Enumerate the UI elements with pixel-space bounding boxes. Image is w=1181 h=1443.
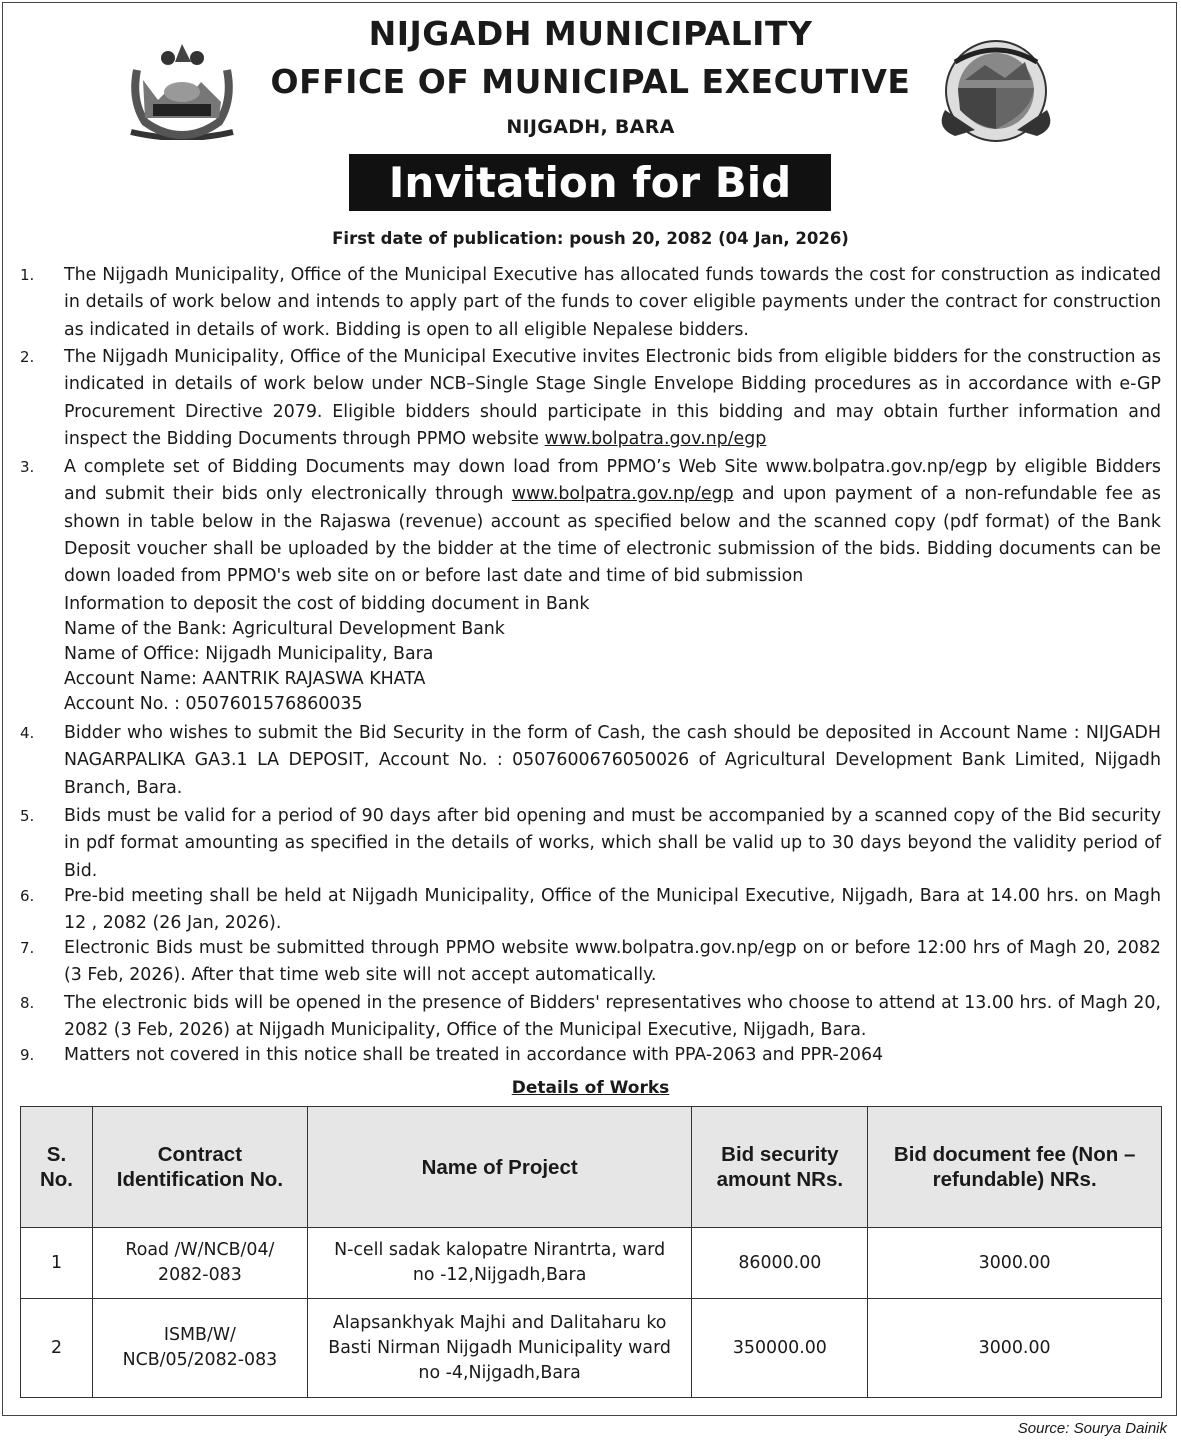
cell-contract: ISMB/W/ NCB/05/2082-083 bbox=[92, 1299, 307, 1398]
header-project: Name of Project bbox=[307, 1107, 692, 1228]
paragraph-text: Pre-bid meeting shall be held at Nijgadh Municipality, Office of the Municipal Executive, Nijgadh, Bara at 14.00 hrs. on Magh 12 , 2082 (26 Jan, 2026). bbox=[64, 886, 1161, 934]
cell-project: Alapsankhyak Majhi and Dalitaharu ko Basti Nirman Nijgadh Municipality ward no -4,Nijgadh,Bara bbox=[307, 1299, 692, 1398]
header-contract: Contract Identification No. bbox=[92, 1107, 307, 1228]
paragraph-text: Electronic Bids must be submitted through PPMO website www.bolpatra.gov.np/egp on or before 12:00 hrs of Magh 20, 2082 (3 Feb, 2026). After that time web site will not accept automatically. bbox=[64, 938, 1161, 986]
paragraph-number: 7. bbox=[20, 939, 35, 957]
details-of-works-title: Details of Works bbox=[511, 1078, 670, 1098]
paragraph-number: 4. bbox=[20, 724, 35, 742]
paragraph-number: 2. bbox=[20, 348, 35, 366]
location-title: NIJGADH, BARA bbox=[506, 116, 675, 138]
cell-security: 350000.00 bbox=[692, 1299, 868, 1398]
table-header-row bbox=[21, 1107, 1162, 1228]
cell-contract: Road /W/NCB/04/ 2082-083 bbox=[92, 1228, 307, 1299]
paragraph-text: Matters not covered in this notice shall be treated in accordance with PPA-2063 and PPR-2064 bbox=[64, 1045, 884, 1065]
cell-sn: 2 bbox=[21, 1299, 93, 1398]
table-row bbox=[21, 1299, 1162, 1398]
bank-info-line: Information to deposit the cost of bidding document in Bank bbox=[64, 594, 590, 614]
cell-project: N-cell sadak kalopatre Nirantrta, ward no -12,Nijgadh,Bara bbox=[307, 1228, 692, 1299]
cell-fee: 3000.00 bbox=[868, 1299, 1162, 1398]
paragraph-text: The Nijgadh Municipality, Office of the Municipal Executive has allocated funds towards the cost for construction as indicated in details of work below and intends to apply part of the funds to cover eligible payments under the contract for construction as indicated in details of work. Bidding is open to all eligible Nepalese bidders. bbox=[64, 265, 1161, 340]
paragraph-text-body: A complete set of Bidding Documents may down load from PPMO’s Web Site www.bolpatra.gov.np/egp by eligible Bidders and submit their bids only electronically through bbox=[64, 457, 1161, 505]
paragraph-text: The electronic bids will be opened in the presence of Bidders' representatives who choose to attend at 13.00 hrs. of Magh 20, 2082 (3 Feb, 2026) at Nijgadh Municipality, Office of the Municipal Executive, Nijgadh, Bara. bbox=[64, 993, 1161, 1041]
ppmo-link[interactable]: www.bolpatra.gov.np/egp bbox=[511, 484, 734, 505]
paragraph-text: Bids must be valid for a period of 90 days after bid opening and must be accompanied by a scanned copy of the Bid security in pdf format amounting as specified in the details of works, which shall be valid up to 30 days beyond the validity period of Bid. bbox=[64, 806, 1161, 881]
paragraph-number: 3. bbox=[20, 458, 35, 476]
account-number-line: Account No. : 0507601576860035 bbox=[64, 694, 363, 714]
paragraph-text-body: and upon payment of a non-refundable fee as shown in table below in the Rajaswa (revenue) account as specified below and the scanned copy (pdf format) of the Bank Deposit voucher shall be uploaded by the bidder at the time of electronic submission of the bids. Bidding documents can be down loaded from PPMO's web site on or before last date and time of bid submission bbox=[64, 484, 1161, 587]
ppmo-link[interactable]: www.bolpatra.gov.np/egp bbox=[544, 428, 767, 449]
bank-name-line: Name of the Bank: Agricultural Development Bank bbox=[64, 619, 505, 639]
header-fee: Bid document fee (Non – refundable) NRs. bbox=[868, 1107, 1162, 1228]
paragraph-number: 9. bbox=[20, 1046, 35, 1064]
header-security: Bid security amount NRs. bbox=[692, 1107, 868, 1228]
paragraph-text: Bidder who wishes to submit the Bid Security in the form of Cash, the cash should be deposited in Account Name : NIJGADH NAGARPALIKA GA3.1 LA DEPOSIT, Account No. : 0507600676050026 of Agricultural Development Bank Limited, Nijgadh Branch, Bara. bbox=[64, 723, 1161, 798]
cell-sn: 1 bbox=[21, 1228, 93, 1299]
municipality-title: NIJGADH MUNICIPALITY bbox=[368, 14, 813, 53]
invitation-banner: Invitation for Bid bbox=[349, 154, 831, 211]
office-title: OFFICE OF MUNICIPAL EXECUTIVE bbox=[270, 62, 911, 101]
cell-security: 86000.00 bbox=[692, 1228, 868, 1299]
source-credit: Source: Sourya Dainik bbox=[1017, 1420, 1167, 1437]
paragraph-text-body: The Nijgadh Municipality, Office of the Municipal Executive invites Electronic bids from eligible bidders for the construction as indicated in details of work below under NCB–Single Stage Single Envelope Bidding procedures as in accordance with e-GP Procurement Directive 2079. Eligible bidders should participate in this bidding and may obtain further information and inspect the Bidding Documents through PPMO website bbox=[64, 347, 1161, 449]
paragraph-number: 5. bbox=[20, 807, 35, 825]
paragraph-number: 6. bbox=[20, 887, 35, 905]
works-table bbox=[20, 1106, 1162, 1398]
office-name-line: Name of Office: Nijgadh Municipality, Bara bbox=[64, 644, 434, 664]
account-name-line: Account Name: AANTRIK RAJASWA KHATA bbox=[64, 669, 426, 689]
cell-fee: 3000.00 bbox=[868, 1228, 1162, 1299]
paragraph-text bbox=[64, 454, 1161, 590]
paragraph-text bbox=[64, 344, 1161, 453]
header-sn: S. No. bbox=[21, 1107, 93, 1228]
table-row bbox=[21, 1228, 1162, 1299]
paragraph-number: 8. bbox=[20, 994, 35, 1012]
publication-date: First date of publication: poush 20, 2082 (04 Jan, 2026) bbox=[332, 229, 849, 248]
paragraph-number: 1. bbox=[20, 266, 35, 284]
